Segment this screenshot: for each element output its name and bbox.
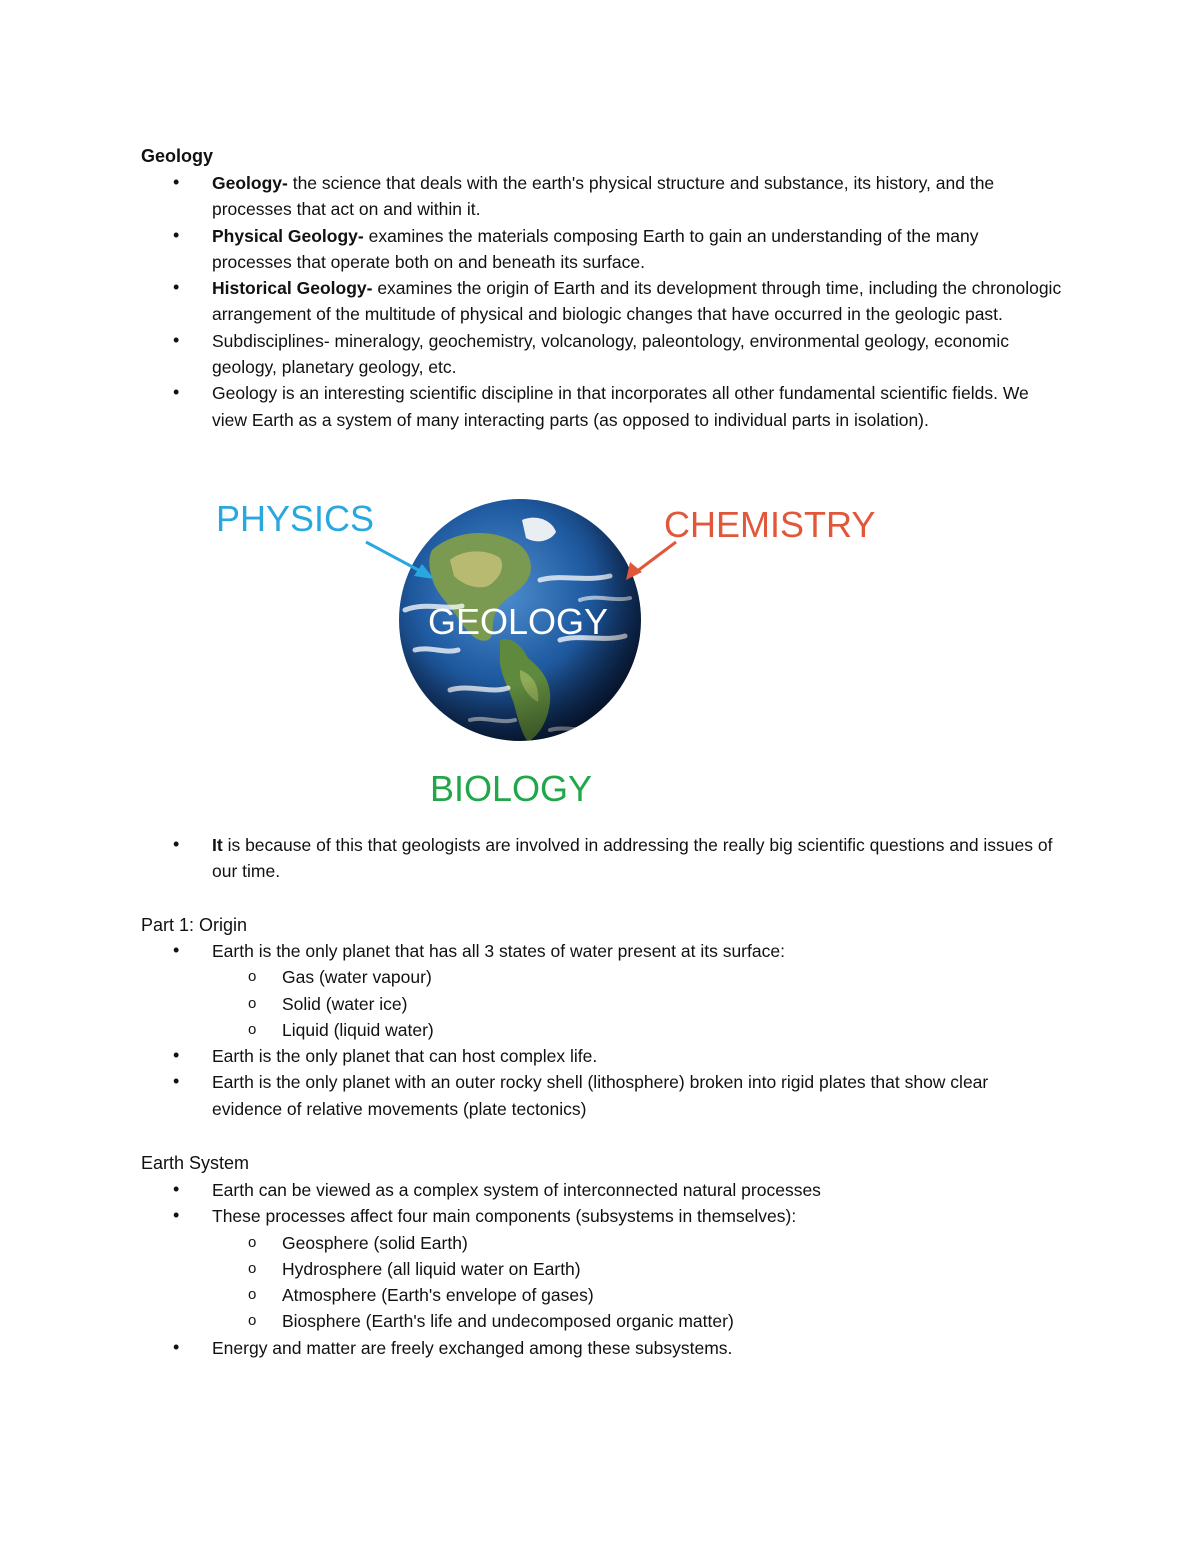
list-item [0, 1069, 1062, 1122]
physics-label: PHYSICS [216, 498, 375, 539]
geology-bullet-list [0, 170, 1200, 433]
list-item [0, 275, 1062, 328]
sub-list-item-text: Hydrosphere (all liquid water on Earth) [282, 1258, 581, 1279]
conclusion-bullet-list [0, 832, 1200, 885]
sub-list-item [0, 1017, 1062, 1043]
biology-label: BIOLOGY [430, 768, 593, 809]
list-item [0, 1203, 1062, 1229]
list-item-text: Earth is the only planet that has all 3 states of water present at its surface: [212, 941, 785, 961]
list-item-text: Earth is the only planet that can host complex life. [212, 1046, 598, 1067]
sub-list-item-text: Atmosphere (Earth's envelope of gases) [282, 1285, 594, 1306]
list-item [0, 380, 1062, 433]
definition-text: examines the materials composing Earth to gain an understanding of the many processes that operate both on and beneath its surface. [212, 225, 979, 272]
list-item [0, 1335, 1062, 1361]
list-item-text: Earth can be viewed as a complex system of interconnected natural processes [212, 1180, 821, 1200]
geology-diagram [200, 490, 920, 820]
earth-system-bullet-list [0, 1177, 1200, 1361]
conclusion-text: is because of this that geologists are involved in addressing the really big scientific questions and issues of our time. [212, 835, 1053, 882]
term-physical-geology: Physical Geology- [212, 225, 364, 246]
list-item [0, 1043, 1062, 1069]
list-item [0, 223, 1062, 276]
sub-list-item-text: Geosphere (solid Earth) [282, 1232, 468, 1253]
list-item [0, 170, 1062, 223]
list-item [0, 1177, 1062, 1203]
term-geology: Geology- [212, 173, 288, 193]
discipline-text: Geology is an interesting scientific discipline in that incorporates all other fundamental scientific fields. We view Earth as a system of many interacting parts (as opposed to individual parts in isolation). [212, 383, 1029, 430]
sub-list-item-text: Gas (water vapour) [282, 967, 432, 988]
list-item [0, 328, 1062, 381]
chemistry-arrow [626, 542, 676, 580]
definition-text: examines the origin of Earth and its development through time, including the chronologic arrangement of the multitude of physical and biologic changes that have occurred in the geologic past. [212, 278, 1062, 325]
sub-list-item-text: Biosphere (Earth's life and undecomposed organic matter) [282, 1311, 734, 1332]
sub-list-item [0, 1256, 1062, 1282]
sub-list-item [0, 1230, 1062, 1256]
sub-list-item [0, 991, 1062, 1017]
list-item-text: Energy and matter are freely exchanged among these subsystems. [212, 1337, 733, 1358]
list-item [0, 832, 1062, 885]
definition-text: the science that deals with the earth's physical structure and substance, its history, and the processes that act on and within it. [212, 173, 995, 220]
sub-list-item [0, 1282, 1062, 1308]
list-item-text: These processes affect four main components (subsystems in themselves): [212, 1206, 797, 1227]
list-item [0, 938, 1062, 964]
origin-bullet-list [0, 938, 1200, 1122]
term-historical-geology: Historical Geology- [212, 278, 373, 299]
chemistry-label: CHEMISTRY [664, 504, 876, 545]
lead-word: It [212, 835, 223, 855]
geology-label: GEOLOGY [428, 601, 609, 642]
section-heading-earth-system: Earth System [141, 1153, 250, 1173]
subdisciplines-text: Subdisciplines- mineralogy, geochemistry, volcanology, paleontology, environmental geology, economic geology, planetary geology, etc. [212, 330, 1010, 378]
sub-list-item [0, 1308, 1062, 1334]
sub-list-item [0, 964, 1062, 990]
section-heading-origin: Part 1: Origin [141, 915, 248, 935]
sub-list-item-text: Solid (water ice) [282, 993, 408, 1014]
list-item-text: Earth is the only planet with an outer rocky shell (lithosphere) broken into rigid plates that show clear evidence of relative movements (plate tectonics) [212, 1072, 989, 1119]
sub-list-item-text: Liquid (liquid water) [282, 1019, 434, 1040]
section-heading-geology: Geology [141, 146, 214, 166]
